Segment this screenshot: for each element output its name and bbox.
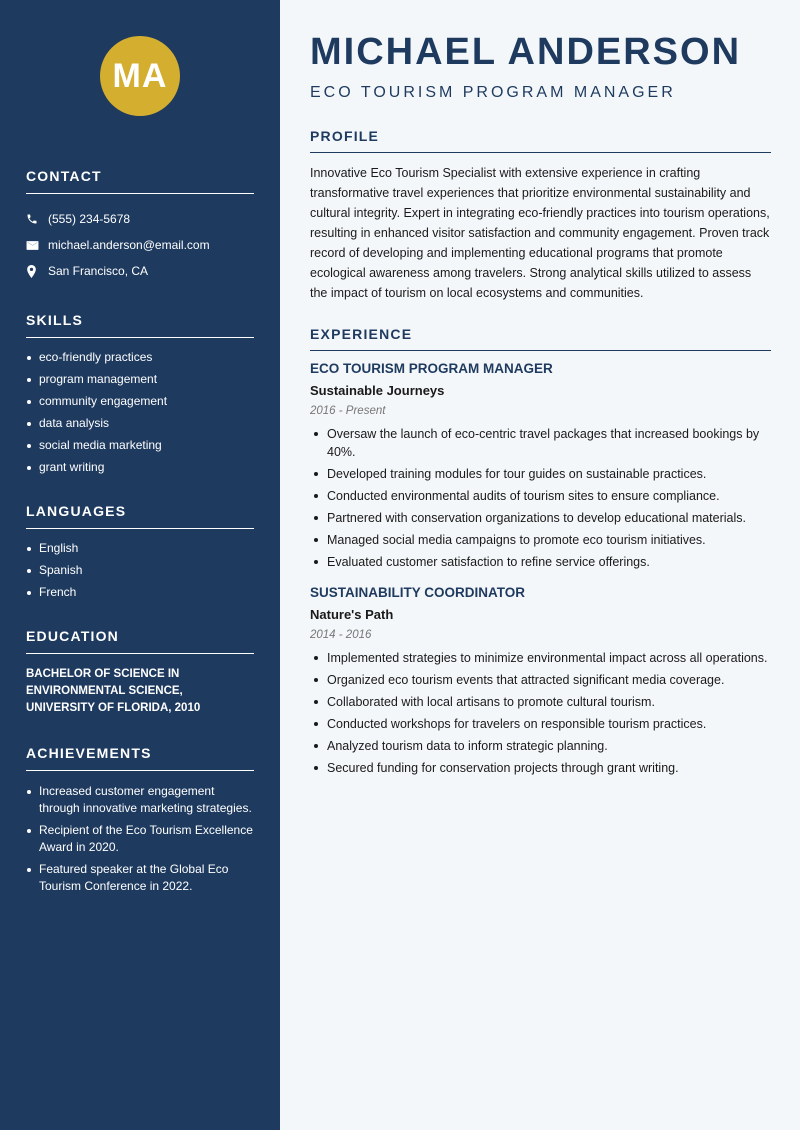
job-bullet: Conducted environmental audits of tourism sites to ensure compliance.: [310, 487, 771, 505]
achievement-item: Featured speaker at the Global Eco Tourism Conference in 2022.: [26, 861, 254, 895]
experience-section: [310, 326, 771, 777]
location-pin-icon: [26, 265, 48, 278]
job-bullets: [310, 649, 771, 777]
achievements-heading: ACHIEVEMENTS: [26, 745, 254, 771]
avatar-initials: MA: [112, 56, 168, 95]
contact-heading: CONTACT: [26, 168, 254, 194]
achievement-item: Recipient of the Eco Tourism Excellence Award in 2020.: [26, 822, 254, 856]
candidate-name: MICHAEL ANDERSON: [310, 31, 742, 73]
job-bullet: Managed social media campaigns to promote eco tourism initiatives.: [310, 531, 771, 549]
avatar: [100, 36, 180, 116]
profile-section: [310, 128, 771, 303]
candidate-title: ECO TOURISM PROGRAM MANAGER: [310, 84, 676, 101]
contact-phone-text[interactable]: (555) 234-5678: [48, 212, 131, 226]
language-item: English: [26, 541, 254, 556]
contact-phone: [26, 206, 254, 232]
job-company: Sustainable Journeys: [310, 383, 445, 398]
achievements-list: [26, 783, 254, 895]
job-bullet: Implemented strategies to minimize environmental impact across all operations.: [310, 649, 771, 667]
languages-heading: LANGUAGES: [26, 503, 254, 529]
job-dates: 2014 - 2016: [310, 629, 372, 641]
job-bullet: Evaluated customer satisfaction to refine service offerings.: [310, 553, 771, 571]
profile-heading: PROFILE: [310, 128, 771, 153]
contact-section: [26, 168, 254, 284]
job-company: Nature's Path: [310, 607, 394, 622]
sidebar: [0, 0, 280, 1130]
contact-location-text: San Francisco, CA: [48, 264, 149, 278]
job-bullet: Secured funding for conservation projects through grant writing.: [310, 759, 771, 777]
profile-text: Innovative Eco Tourism Specialist with extensive experience in crafting transformative travel experiences that prioritize environmental sustainability and cultural integrity. Expert in integrating eco-friendly practices into tourism operations, resulting in enhanced visitor satisfaction and community engagement. Proven track record of developing and implementing educational programs that promote ecological awareness among travelers. Strong analytical skills utilized to assess the impact of tourism on local ecosystems and communities.: [310, 166, 770, 300]
job-bullet: Developed training modules for tour guides on sustainable practices.: [310, 465, 771, 483]
contact-location: [26, 258, 254, 284]
skills-heading: SKILLS: [26, 312, 254, 338]
job-role: ECO TOURISM PROGRAM MANAGER: [310, 361, 553, 376]
job-dates: 2016 - Present: [310, 405, 386, 417]
language-item: Spanish: [26, 563, 254, 578]
achievement-item: Increased customer engagement through innovative marketing strategies.: [26, 783, 254, 817]
skills-list: [26, 350, 254, 475]
job-bullet: Partnered with conservation organizations to develop educational materials.: [310, 509, 771, 527]
language-item: French: [26, 585, 254, 600]
job-bullet: Analyzed tourism data to inform strategic planning.: [310, 737, 771, 755]
education-entry: BACHELOR OF SCIENCE IN ENVIRONMENTAL SCIENCE, UNIVERSITY OF FLORIDA, 2010: [26, 668, 201, 714]
job-bullet: Organized eco tourism events that attracted significant media coverage.: [310, 671, 771, 689]
job-bullet: Collaborated with local artisans to promote cultural tourism.: [310, 693, 771, 711]
job-bullet: Conducted workshops for travelers on responsible tourism practices.: [310, 715, 771, 733]
experience-heading: EXPERIENCE: [310, 326, 771, 351]
education-heading: EDUCATION: [26, 628, 254, 654]
skill-item: data analysis: [26, 416, 254, 431]
main-content: [280, 0, 800, 1130]
phone-icon: [26, 213, 48, 225]
skill-item: grant writing: [26, 460, 254, 475]
job-entry: [310, 585, 771, 777]
skill-item: community engagement: [26, 394, 254, 409]
languages-section: [26, 503, 254, 600]
skill-item: social media marketing: [26, 438, 254, 453]
job-bullets: [310, 425, 771, 571]
email-icon: [26, 240, 48, 251]
achievements-section: [26, 745, 254, 895]
contact-email-text[interactable]: michael.anderson@email.com: [48, 238, 210, 252]
job-bullet: Oversaw the launch of eco-centric travel packages that increased bookings by 40%.: [310, 425, 771, 461]
job-role: SUSTAINABILITY COORDINATOR: [310, 585, 526, 600]
job-entry: [310, 361, 771, 571]
contact-email: [26, 232, 254, 258]
languages-list: [26, 541, 254, 600]
skills-section: [26, 312, 254, 475]
skill-item: eco-friendly practices: [26, 350, 254, 365]
education-section: [26, 628, 254, 717]
skill-item: program management: [26, 372, 254, 387]
